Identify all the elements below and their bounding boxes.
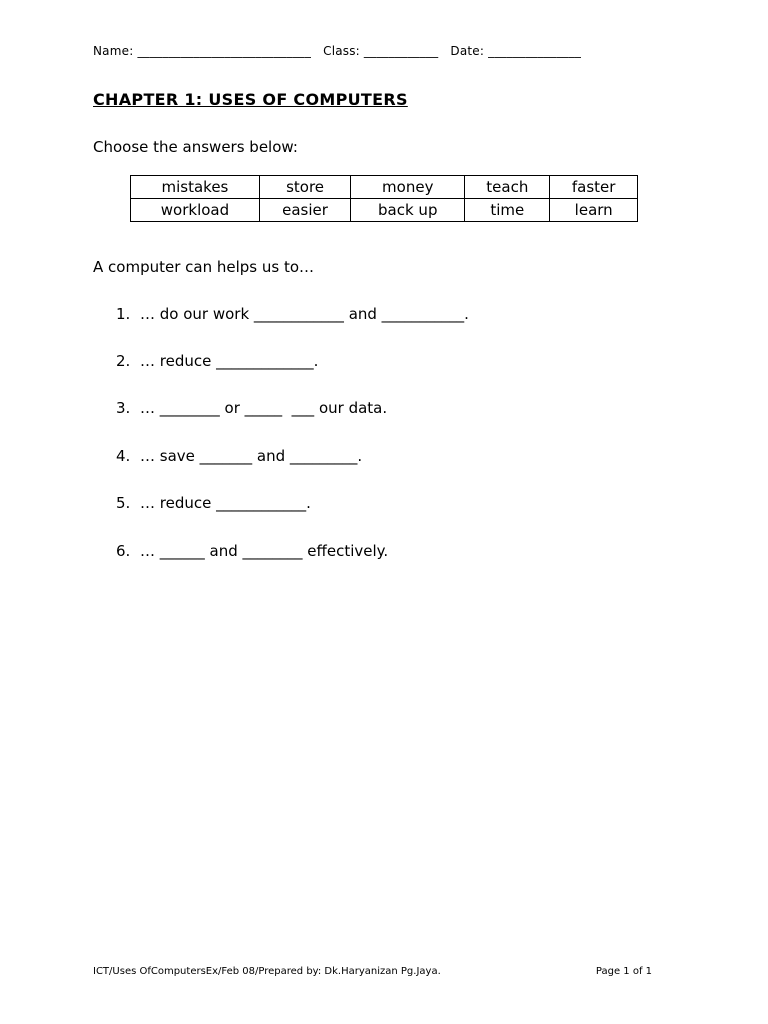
word-bank-cell: faster — [550, 176, 638, 199]
question-text: … ______ and ________ effectively. — [140, 542, 389, 560]
class-field: Class: ____________ — [323, 44, 439, 58]
question-number: 2. — [116, 352, 131, 370]
page-number: Page 1 of 1 — [595, 966, 652, 977]
question-5 — [116, 494, 311, 512]
word-bank-row — [131, 199, 638, 222]
question-number: 6. — [116, 542, 131, 560]
question-text: … do our work ____________ and ___________. — [140, 305, 469, 323]
question-2 — [116, 352, 318, 370]
question-1 — [116, 305, 469, 323]
word-bank-cell: learn — [550, 199, 638, 222]
question-text: … ________ or _____ ___ our data. — [140, 399, 388, 417]
header-fields — [93, 44, 683, 58]
question-4 — [116, 447, 362, 465]
intro-text: A computer can helps us to… — [93, 258, 315, 276]
question-number: 3. — [116, 399, 131, 417]
word-bank-cell: time — [465, 199, 550, 222]
question-text: … save _______ and _________. — [140, 447, 363, 465]
date-field: Date: _______________ — [450, 44, 582, 58]
word-bank-cell: back up — [351, 199, 465, 222]
question-6 — [116, 542, 388, 560]
word-bank-cell: mistakes — [131, 176, 260, 199]
word-bank-cell: store — [259, 176, 350, 199]
word-bank-cell: workload — [131, 199, 260, 222]
chapter-title: CHAPTER 1: USES OF COMPUTERS — [93, 90, 408, 109]
word-bank-cell: money — [351, 176, 465, 199]
question-text: … reduce ____________. — [140, 494, 311, 512]
word-bank-row — [131, 176, 638, 199]
footer-credit: ICT/Uses OfComputersEx/Feb 08/Prepared by: Dk.Haryanizan Pg.Jaya. — [93, 966, 441, 977]
question-number: 1. — [116, 305, 131, 323]
name-field: Name: ____________________________ — [93, 44, 312, 58]
word-bank-cell: easier — [259, 199, 350, 222]
word-bank-cell: teach — [465, 176, 550, 199]
question-number: 5. — [116, 494, 131, 512]
question-number: 4. — [116, 447, 131, 465]
instruction-text: Choose the answers below: — [93, 138, 298, 156]
question-3 — [116, 399, 387, 417]
question-text: … reduce _____________. — [140, 352, 319, 370]
word-bank-table — [130, 175, 638, 222]
